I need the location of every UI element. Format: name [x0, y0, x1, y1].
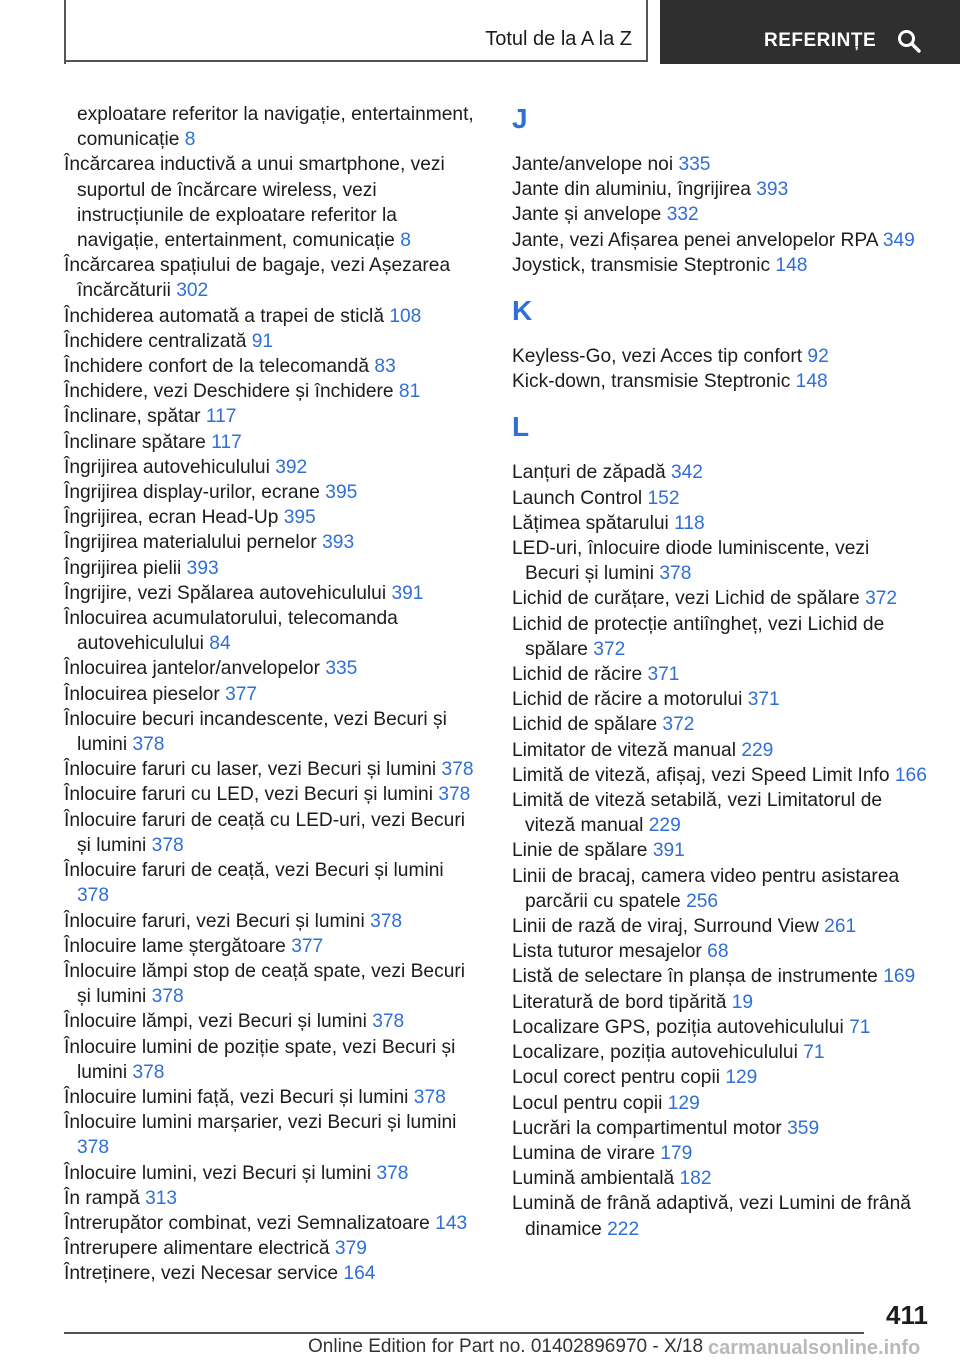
- index-entry-text: Lichid de curățare, vezi Lichid de spălare: [512, 588, 860, 610]
- index-entry: [64, 556, 480, 581]
- page-reference-link[interactable]: 313: [145, 1187, 178, 1209]
- index-entry: [512, 486, 928, 511]
- index-entry-text: Linie de spălare: [512, 840, 648, 862]
- page-reference-link[interactable]: 19: [731, 991, 754, 1013]
- index-letter-heading: K: [512, 295, 533, 327]
- index-letter-heading: L: [512, 411, 530, 443]
- page-reference-link[interactable]: 182: [679, 1168, 712, 1190]
- index-entry: [512, 1166, 928, 1191]
- index-entry-text: Îngrijirea materialului pernelor: [64, 532, 317, 554]
- index-entry-text: Înclinare spătare: [64, 431, 206, 453]
- index-entry-text: Închiderea automată a trapei de sticlă: [64, 305, 384, 327]
- index-entry: [64, 152, 480, 253]
- index-entry-text: Închidere confort de la telecomandă: [64, 356, 370, 378]
- index-entry-text: Întrerupere alimentare electrică: [64, 1238, 330, 1260]
- page-reference-link[interactable]: 391: [391, 582, 424, 604]
- index-entry: [512, 712, 928, 737]
- index-entry: [512, 1116, 928, 1141]
- index-entry-text: Înclinare, spătar: [64, 406, 201, 428]
- index-entry: [64, 304, 480, 329]
- page-reference-link[interactable]: 393: [186, 557, 219, 579]
- index-entry-text: Locul pentru copii: [512, 1092, 663, 1114]
- index-entry-text: Înlocuire lumini față, vezi Becuri și lumini: [64, 1086, 409, 1108]
- index-entry-text: Înlocuire becuri incandescente, vezi Becuri și lumini: [64, 708, 447, 756]
- index-entry: [64, 430, 480, 455]
- index-entry-text: Înlocuirea jantelor/anvelopelor: [64, 658, 320, 680]
- page-reference-link[interactable]: 108: [389, 305, 422, 327]
- page-reference-link[interactable]: 152: [647, 487, 680, 509]
- page-reference-link[interactable]: 372: [662, 714, 695, 736]
- index-entry: [64, 480, 480, 505]
- index-entry: [512, 1091, 928, 1116]
- index-entry-text: Întreținere, vezi Necesar service: [64, 1263, 339, 1285]
- index-entry-text: Lucrări la compartimentul motor: [512, 1117, 782, 1139]
- watermark-logo: carmanualsonline.info: [708, 1337, 921, 1359]
- index-entry: [64, 656, 480, 681]
- index-entry-text: Limitator de viteză manual: [512, 739, 736, 761]
- index-entry-text: Îngrijirea pielii: [64, 557, 182, 579]
- page-reference-link[interactable]: 378: [438, 784, 471, 806]
- index-entry-text: Linii de bracaj, camera video pentru asistarea parcării cu spatele: [512, 865, 900, 912]
- page-reference-link[interactable]: 166: [894, 764, 927, 786]
- index-entry: [64, 808, 480, 858]
- page-reference-link[interactable]: 229: [741, 739, 774, 761]
- index-entry: [64, 1035, 480, 1085]
- page-reference-link[interactable]: 256: [686, 890, 719, 912]
- page-reference-link[interactable]: 332: [666, 204, 699, 226]
- index-entry-text: Înlocuirea pieselor: [64, 683, 220, 705]
- page-reference-link[interactable]: 169: [883, 966, 916, 988]
- page-reference-link[interactable]: 371: [647, 664, 680, 686]
- page-reference-link[interactable]: 378: [372, 1011, 405, 1033]
- index-entry: [64, 581, 480, 606]
- page-reference-link[interactable]: 164: [343, 1263, 376, 1285]
- index-entry: [64, 934, 480, 959]
- index-entry-text: Lanțuri de zăpadă: [512, 462, 666, 484]
- header-section-box: [66, 0, 648, 62]
- page-reference-link[interactable]: 148: [775, 254, 808, 276]
- index-entry: [512, 763, 928, 788]
- index-entry: [64, 1110, 480, 1160]
- index-entry: [64, 253, 480, 303]
- index-entry: [512, 344, 928, 369]
- index-entry-text: Înlocuire lumini marșarier, vezi Becuri și lumini: [64, 1112, 457, 1134]
- index-entry-text: Înlocuire faruri cu LED, vezi Becuri și lumini: [64, 784, 433, 806]
- page-reference-link[interactable]: 392: [275, 456, 308, 478]
- page-reference-link[interactable]: 371: [747, 689, 780, 711]
- page-reference-link[interactable]: 342: [670, 462, 703, 484]
- page-reference-link[interactable]: 222: [607, 1218, 640, 1240]
- index-entry-text: Lichid de răcire a motorului: [512, 689, 743, 711]
- index-entry: [64, 1261, 480, 1286]
- index-entry: [512, 202, 928, 227]
- index-entry-text: Linii de rază de viraj, Surround View: [512, 916, 819, 938]
- index-entry: [64, 404, 480, 429]
- index-entry: [512, 586, 928, 611]
- index-entry: [512, 939, 928, 964]
- index-entry: [512, 1065, 928, 1090]
- index-entry: [64, 858, 480, 908]
- page-reference-link[interactable]: 117: [205, 406, 237, 428]
- page-reference-link[interactable]: 335: [678, 154, 711, 175]
- index-entry-text: Înlocuire lămpi stop de ceață spate, vezi Becuri și lumini: [64, 960, 466, 1008]
- page-reference-link[interactable]: 68: [707, 941, 729, 963]
- index-entry: [512, 662, 928, 687]
- page-reference-link[interactable]: 118: [674, 512, 705, 534]
- index-entry: [64, 782, 480, 807]
- index-entry-text: Limită de viteză setabilă, vezi Limitatorul de viteză manual: [512, 790, 883, 837]
- index-entry: [512, 864, 928, 914]
- page-reference-link[interactable]: 378: [413, 1086, 446, 1108]
- index-entry-text: Lichid de spălare: [512, 714, 658, 736]
- page-reference-link[interactable]: 395: [325, 482, 358, 504]
- index-entry-text: Îngrijirea, ecran Head-Up: [64, 507, 279, 529]
- index-entry: [64, 909, 480, 934]
- index-entry-text: Jante și anvelope: [512, 204, 662, 226]
- header-chapter-box[interactable]: [660, 0, 960, 64]
- index-entry: [512, 536, 928, 586]
- index-entry: [64, 1085, 480, 1110]
- page-reference-link[interactable]: 83: [374, 356, 396, 378]
- page-reference-link[interactable]: 335: [325, 658, 358, 680]
- page-reference-link[interactable]: 143: [435, 1212, 468, 1234]
- page-reference-link[interactable]: 359: [787, 1117, 820, 1139]
- index-entry: [512, 1040, 928, 1065]
- index-entry-text: exploatare referitor la navigație, entertainment, comunicație: [77, 104, 474, 151]
- index-entry-text: Înlocuire lumini, vezi Becuri și lumini: [64, 1162, 372, 1184]
- page-reference-link[interactable]: 372: [865, 588, 898, 610]
- index-entry-text: Lumină de frână adaptivă, vezi Lumini de frână dinamice: [512, 1193, 911, 1240]
- index-entry-text: Încărcarea inductivă a unui smartphone, vezi suportul de încărcare wireless, vezi instrucțiunile de exploatare referitor la navigație, entertainment, comunicație: [64, 154, 445, 252]
- index-entry: [512, 738, 928, 763]
- index-entry-text: Launch Control: [512, 487, 643, 509]
- index-entry: [64, 1186, 480, 1211]
- edition-text: Online Edition for Part no. 01402896970 - X/18: [308, 1336, 704, 1357]
- index-entry-text: Înlocuire faruri de ceață cu LED-uri, vezi Becuri și lumini: [64, 809, 465, 856]
- page-reference-link[interactable]: 148: [795, 371, 828, 393]
- index-entry-text: Întrerupător combinat, vezi Semnalizatoare: [64, 1212, 430, 1234]
- index-entry: [64, 329, 480, 354]
- page-reference-link[interactable]: 179: [660, 1142, 693, 1164]
- index-entry-text: Limită de viteză, afișaj, vezi Speed Limit Info: [512, 764, 890, 786]
- index-entry-text: Îngrijire, vezi Spălarea autovehiculului: [64, 582, 387, 604]
- index-entry: [512, 1015, 928, 1040]
- index-entry: [64, 757, 480, 782]
- index-entry-text: Închidere centralizată: [64, 330, 247, 352]
- index-entry-text: Înlocuire faruri de ceață, vezi Becuri și lumini: [64, 860, 444, 882]
- search-icon[interactable]: [896, 28, 922, 54]
- index-entry-text: Lista tuturor mesajelor: [512, 941, 702, 963]
- index-entry: [64, 1236, 480, 1261]
- index-entry-text: Înlocuire lămpi, vezi Becuri și lumini: [64, 1011, 367, 1033]
- index-entry: [512, 914, 928, 939]
- page-reference-link[interactable]: 377: [291, 935, 324, 957]
- index-entry: [512, 1191, 928, 1241]
- index-entry: [64, 102, 480, 152]
- index-entry-text: Locul corect pentru copii: [512, 1067, 720, 1089]
- page-reference-link[interactable]: 84: [209, 633, 231, 655]
- index-entry: [512, 460, 928, 485]
- index-entry-text: În rampă: [64, 1187, 140, 1209]
- page-reference-link[interactable]: 229: [648, 815, 681, 837]
- page-reference-link[interactable]: 395: [283, 507, 316, 529]
- footer-rule: [64, 1332, 864, 1334]
- page-reference-link[interactable]: 129: [667, 1092, 700, 1114]
- index-entry-text: Înlocuire lumini de poziție spate, vezi Becuri și lumini: [64, 1036, 456, 1083]
- index-entry-text: Lumină ambientală: [512, 1168, 675, 1190]
- index-entry: [512, 990, 928, 1015]
- index-entry-text: Înlocuire faruri cu laser, vezi Becuri și lumini: [64, 759, 437, 781]
- index-entry: [512, 964, 928, 989]
- page-reference-link[interactable]: 91: [251, 330, 274, 352]
- index-entry: [512, 788, 928, 838]
- page-reference-link[interactable]: 378: [659, 563, 692, 585]
- index-entry-text: Listă de selectare în planșa de instrumente: [512, 966, 878, 988]
- index-entry-text: Înlocuire lame ștergătoare: [64, 935, 286, 957]
- page-reference-link[interactable]: 378: [370, 910, 403, 932]
- page-reference-link[interactable]: 71: [803, 1042, 825, 1064]
- page-reference-link[interactable]: 8: [400, 230, 411, 252]
- index-entry: [512, 1141, 928, 1166]
- index-column-right: [512, 102, 928, 1242]
- index-entry: [64, 455, 480, 480]
- index-entry-text: Înlocuire faruri, vezi Becuri și lumini: [64, 910, 365, 932]
- index-entry: [512, 838, 928, 863]
- page-reference-link[interactable]: 378: [441, 759, 474, 781]
- page-reference-link[interactable]: 378: [77, 1137, 110, 1159]
- index-entry-text: Kick-down, transmisie Steptronic: [512, 371, 791, 393]
- index-entry: [512, 612, 928, 662]
- index-entry: [512, 177, 928, 202]
- index-entry: [512, 228, 928, 253]
- index-entry: [64, 354, 480, 379]
- page-reference-link[interactable]: 378: [151, 986, 184, 1008]
- page-reference-link[interactable]: 378: [77, 885, 110, 907]
- index-entry: [64, 379, 480, 404]
- index-entry-text: Localizare, poziția autovehiculului: [512, 1042, 798, 1064]
- index-entry-text: Încărcarea spațiului de bagaje, vezi Așezarea încărcăturii: [64, 255, 451, 302]
- index-entry-text: Jante, vezi Afișarea penei anvelopelor RPA: [512, 229, 878, 251]
- page-reference-link[interactable]: 71: [849, 1016, 871, 1038]
- page-reference-link[interactable]: 378: [151, 834, 184, 856]
- index-entry: [512, 687, 928, 712]
- index-entry-text: Lățimea spătarului: [512, 512, 669, 534]
- index-entry: [64, 530, 480, 555]
- chapter-title[interactable]: REFERINȚE: [764, 30, 877, 51]
- index-entry: [512, 152, 928, 177]
- index-entry-text: Joystick, transmisie Steptronic: [512, 254, 771, 276]
- page-reference-link[interactable]: 372: [593, 638, 626, 660]
- index-entry: [64, 606, 480, 656]
- page-reference-link[interactable]: 8: [184, 129, 196, 151]
- index-entry-text: Localizare GPS, poziția autovehiculului: [512, 1016, 844, 1038]
- index-entry: [64, 1009, 480, 1034]
- page-reference-link[interactable]: 92: [807, 346, 829, 368]
- index-entry-text: LED-uri, înlocuire diode luminiscente, vezi Becuri și lumini: [512, 538, 870, 585]
- page-reference-link[interactable]: 393: [322, 532, 355, 554]
- index-entry: [512, 253, 928, 278]
- page-reference-link[interactable]: 393: [756, 179, 789, 201]
- index-entry-text: Jante/anvelope noi: [512, 154, 674, 175]
- index-entry-text: Keyless-Go, vezi Acces tip confort: [512, 346, 803, 368]
- page-reference-link[interactable]: 129: [725, 1067, 758, 1089]
- page-reference-link[interactable]: 391: [652, 840, 685, 862]
- page-reference-link[interactable]: 261: [824, 916, 857, 938]
- section-title: Totul de la A la Z: [485, 28, 632, 50]
- index-letter-heading: J: [512, 103, 528, 134]
- page-reference-link[interactable]: 378: [376, 1162, 409, 1184]
- index-column-left: [64, 102, 480, 1287]
- page-reference-link[interactable]: 349: [882, 229, 915, 251]
- index-entry-text: Înlocuirea acumulatorului, telecomanda autovehiculului: [64, 608, 398, 655]
- index-entry-text: Lumina de virare: [512, 1142, 655, 1164]
- index-entry: [64, 1161, 480, 1186]
- page-reference-link[interactable]: 377: [225, 683, 258, 705]
- index-entry: [64, 959, 480, 1009]
- index-entry-text: Îngrijirea autovehiculului: [64, 456, 270, 478]
- page-reference-link[interactable]: 379: [334, 1238, 367, 1260]
- index-entry-text: Lichid de răcire: [512, 664, 643, 686]
- page-reference-link[interactable]: 378: [132, 734, 165, 756]
- index-entry-text: Jante din aluminiu, îngrijirea: [512, 179, 751, 201]
- page-reference-link[interactable]: 117: [211, 431, 242, 453]
- page-reference-link[interactable]: 81: [398, 381, 421, 403]
- index-entry: [512, 369, 928, 394]
- page-reference-link[interactable]: 302: [176, 280, 209, 302]
- index-entry-text: Lichid de protecție antiîngheț, vezi Lichid de spălare: [512, 613, 885, 660]
- index-entry: [64, 707, 480, 757]
- index-entry: [64, 505, 480, 530]
- index-entry-text: Literatură de bord tipărită: [512, 991, 727, 1013]
- index-entry-text: Îngrijirea display-urilor, ecrane: [64, 482, 320, 504]
- index-entry: [64, 682, 480, 707]
- page-reference-link[interactable]: 378: [132, 1061, 165, 1083]
- index-entry: [64, 1211, 480, 1236]
- index-entry-text: Închidere, vezi Deschidere și închidere: [64, 381, 394, 403]
- index-entry: [512, 511, 928, 536]
- page-number: 411: [886, 1300, 928, 1330]
